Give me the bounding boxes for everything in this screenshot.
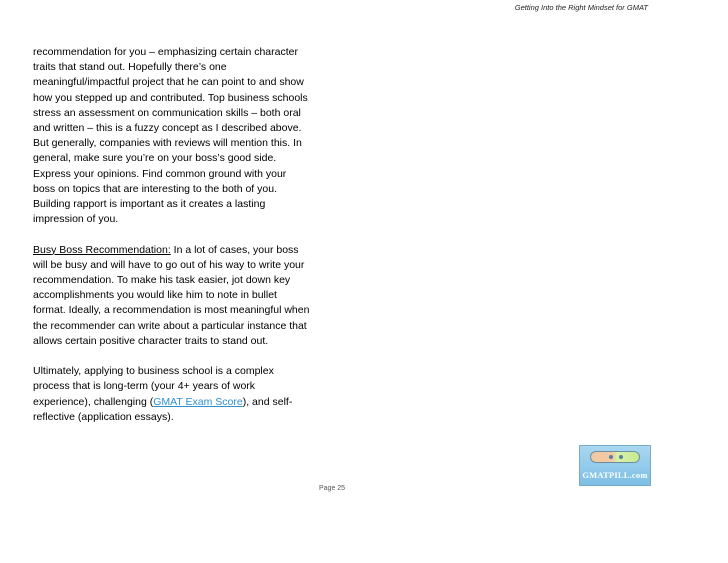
running-header: Getting Into the Right Mindset for GMAT	[514, 3, 648, 12]
pill-dot-icon	[609, 455, 613, 459]
paragraph-busy-boss	[33, 243, 311, 349]
ultimately-text-start: Ultimately, applying to business school is a complex process that is long-term (your 4+ years of work experience), challenging (	[33, 365, 274, 408]
page-number: Page 25	[319, 485, 346, 492]
ultimately-text-end: ), and self-reflective (application essays).	[33, 395, 293, 423]
gmat-exam-score-link[interactable]: GMAT Exam Score	[153, 395, 243, 408]
busy-boss-text: In a lot of cases, your boss will be busy and will have to go out of his way to write your recommendation. To make his task easier, jot down key accomplishments you would like him to note in bullet format. Ideally, a recommendation is most meaningful when the recommender can write about a particular instance that allows certain positive character traits to stand out.	[33, 243, 310, 347]
pill-icon	[590, 451, 640, 463]
paragraph-ultimately	[33, 364, 311, 425]
busy-boss-heading: Busy Boss Recommendation:	[33, 243, 171, 256]
gmatpill-logo	[579, 445, 651, 486]
paragraph-recommendation: recommendation for you – emphasizing certain character traits that stand out. Hopefully there’s one meaningful/impactful project that he can point to and show how you stepped up and contributed. Top business schools stress an assessment on communication skills – both oral and written – this is a fuzzy concept as I described above. But generally, companies with reviews will mention this. In general, make sure you’re on your boss’s good side. Express your opinions. Find common ground with your boss on topics that are interesting to the both of you. Building rapport is important as it creates a lasting impression of you.	[33, 46, 308, 226]
logo-text: GMATPILL.com	[582, 470, 648, 480]
pill-dot-icon	[619, 455, 623, 459]
body-text	[33, 45, 311, 440]
